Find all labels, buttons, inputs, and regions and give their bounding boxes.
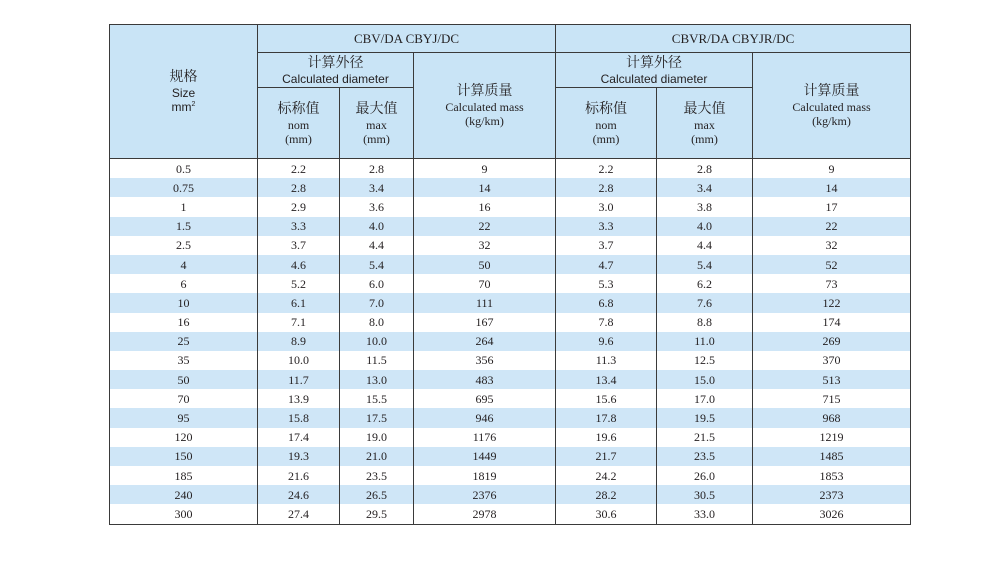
max-cell-a: 6.0 bbox=[340, 274, 414, 293]
table-row bbox=[110, 332, 911, 351]
mass-en: Calculated mass bbox=[445, 100, 524, 114]
mass-cell-a: 695 bbox=[414, 389, 556, 408]
size-cell: 0.75 bbox=[110, 178, 258, 197]
nom-cell-a: 15.8 bbox=[258, 408, 340, 427]
size-cell: 35 bbox=[110, 351, 258, 370]
mass-cell-b: 17 bbox=[753, 197, 911, 216]
mass-cell-b: 9 bbox=[753, 159, 911, 179]
nom-cell-b: 17.8 bbox=[556, 408, 657, 427]
max-header-left bbox=[340, 88, 414, 159]
max-cell-a: 29.5 bbox=[340, 504, 414, 524]
max-cell-b: 23.5 bbox=[657, 447, 753, 466]
nom-cell-a: 27.4 bbox=[258, 504, 340, 524]
mass-cell-a: 111 bbox=[414, 293, 556, 312]
diameter-en: Calculated diameter bbox=[282, 71, 389, 86]
nom-en: nom bbox=[595, 117, 617, 132]
nom-header-left bbox=[258, 88, 340, 159]
mass-header-left bbox=[414, 53, 556, 159]
table-row bbox=[110, 485, 911, 504]
nom-cell-b: 3.3 bbox=[556, 217, 657, 236]
max-cell-b: 26.0 bbox=[657, 466, 753, 485]
nom-cell-b: 2.8 bbox=[556, 178, 657, 197]
mass-zh: 计算质量 bbox=[803, 83, 860, 99]
mass-cell-a: 1819 bbox=[414, 466, 556, 485]
max-cell-b: 12.5 bbox=[657, 351, 753, 370]
size-cell: 1 bbox=[110, 197, 258, 216]
table-row bbox=[110, 313, 911, 332]
mass-cell-b: 1219 bbox=[753, 428, 911, 447]
max-cell-a: 13.0 bbox=[340, 370, 414, 389]
table-row bbox=[110, 159, 911, 179]
max-cell-a: 7.0 bbox=[340, 293, 414, 312]
diameter-en: Calculated diameter bbox=[600, 71, 708, 86]
table-row bbox=[110, 408, 911, 427]
nom-cell-b: 9.6 bbox=[556, 332, 657, 351]
table-row bbox=[110, 428, 911, 447]
mass-en: Calculated mass bbox=[792, 100, 871, 114]
mass-cell-a: 32 bbox=[414, 236, 556, 255]
mass-cell-b: 968 bbox=[753, 408, 911, 427]
mass-cell-a: 2978 bbox=[414, 504, 556, 524]
max-zh: 最大值 bbox=[683, 100, 726, 117]
mass-cell-b: 2373 bbox=[753, 485, 911, 504]
table-row bbox=[110, 389, 911, 408]
mass-cell-b: 52 bbox=[753, 255, 911, 274]
max-cell-a: 23.5 bbox=[340, 466, 414, 485]
table-row bbox=[110, 504, 911, 524]
mass-cell-b: 513 bbox=[753, 370, 911, 389]
diameter-header-left bbox=[258, 53, 414, 88]
max-cell-b: 7.6 bbox=[657, 293, 753, 312]
max-cell-a: 8.0 bbox=[340, 313, 414, 332]
mass-cell-b: 715 bbox=[753, 389, 911, 408]
size-cell: 10 bbox=[110, 293, 258, 312]
max-cell-b: 11.0 bbox=[657, 332, 753, 351]
max-cell-b: 4.4 bbox=[657, 236, 753, 255]
table-row bbox=[110, 255, 911, 274]
max-en: max bbox=[694, 117, 715, 132]
nom-cell-a: 4.6 bbox=[258, 255, 340, 274]
max-cell-a: 19.0 bbox=[340, 428, 414, 447]
size-header-zh: 规格 bbox=[169, 69, 198, 85]
nom-unit: (mm) bbox=[285, 131, 312, 146]
table-row bbox=[110, 236, 911, 255]
mass-cell-a: 356 bbox=[414, 351, 556, 370]
size-cell: 120 bbox=[110, 428, 258, 447]
table-row bbox=[110, 351, 911, 370]
max-cell-b: 8.8 bbox=[657, 313, 753, 332]
mass-cell-a: 483 bbox=[414, 370, 556, 389]
mass-unit: (kg/km) bbox=[465, 114, 504, 128]
table-row bbox=[110, 466, 911, 485]
size-cell: 16 bbox=[110, 313, 258, 332]
mass-cell-b: 32 bbox=[753, 236, 911, 255]
mass-cell-a: 1176 bbox=[414, 428, 556, 447]
max-cell-b: 19.5 bbox=[657, 408, 753, 427]
table-row bbox=[110, 447, 911, 466]
nom-cell-b: 19.6 bbox=[556, 428, 657, 447]
mass-cell-b: 1485 bbox=[753, 447, 911, 466]
nom-cell-a: 10.0 bbox=[258, 351, 340, 370]
max-cell-a: 21.0 bbox=[340, 447, 414, 466]
nom-cell-b: 3.0 bbox=[556, 197, 657, 216]
size-header bbox=[110, 25, 258, 159]
table-body bbox=[110, 159, 911, 525]
nom-cell-b: 15.6 bbox=[556, 389, 657, 408]
mass-cell-a: 16 bbox=[414, 197, 556, 216]
nom-cell-a: 13.9 bbox=[258, 389, 340, 408]
size-cell: 95 bbox=[110, 408, 258, 427]
nom-cell-b: 3.7 bbox=[556, 236, 657, 255]
mass-cell-b: 1853 bbox=[753, 466, 911, 485]
nom-cell-a: 2.8 bbox=[258, 178, 340, 197]
nom-cell-a: 6.1 bbox=[258, 293, 340, 312]
max-cell-a: 2.8 bbox=[340, 159, 414, 179]
size-cell: 150 bbox=[110, 447, 258, 466]
size-cell: 300 bbox=[110, 504, 258, 524]
max-cell-b: 6.2 bbox=[657, 274, 753, 293]
nom-cell-b: 4.7 bbox=[556, 255, 657, 274]
max-unit: (mm) bbox=[691, 131, 718, 146]
nom-cell-a: 7.1 bbox=[258, 313, 340, 332]
size-cell: 70 bbox=[110, 389, 258, 408]
nom-unit: (mm) bbox=[592, 131, 620, 146]
mass-cell-a: 264 bbox=[414, 332, 556, 351]
table-row bbox=[110, 178, 911, 197]
nom-cell-a: 3.7 bbox=[258, 236, 340, 255]
nom-cell-a: 3.3 bbox=[258, 217, 340, 236]
max-header-right bbox=[657, 88, 753, 159]
nom-cell-b: 6.8 bbox=[556, 293, 657, 312]
nom-cell-a: 5.2 bbox=[258, 274, 340, 293]
max-cell-a: 10.0 bbox=[340, 332, 414, 351]
max-unit: (mm) bbox=[363, 131, 390, 146]
max-cell-b: 30.5 bbox=[657, 485, 753, 504]
table-row bbox=[110, 274, 911, 293]
nom-cell-a: 2.2 bbox=[258, 159, 340, 179]
nom-zh: 标称值 bbox=[277, 100, 320, 117]
nom-cell-a: 17.4 bbox=[258, 428, 340, 447]
diameter-zh: 计算外径 bbox=[626, 54, 682, 71]
mass-cell-b: 3026 bbox=[753, 504, 911, 524]
max-cell-b: 33.0 bbox=[657, 504, 753, 524]
mass-zh: 计算质量 bbox=[456, 83, 513, 99]
max-cell-a: 26.5 bbox=[340, 485, 414, 504]
max-cell-a: 15.5 bbox=[340, 389, 414, 408]
max-cell-a: 3.4 bbox=[340, 178, 414, 197]
max-cell-b: 3.4 bbox=[657, 178, 753, 197]
size-cell: 0.5 bbox=[110, 159, 258, 179]
size-cell: 240 bbox=[110, 485, 258, 504]
mass-cell-a: 50 bbox=[414, 255, 556, 274]
table-row bbox=[110, 293, 911, 312]
max-cell-a: 3.6 bbox=[340, 197, 414, 216]
mass-cell-a: 14 bbox=[414, 178, 556, 197]
cable-spec-table bbox=[109, 24, 911, 525]
mass-cell-a: 167 bbox=[414, 313, 556, 332]
nom-cell-b: 28.2 bbox=[556, 485, 657, 504]
max-cell-a: 4.0 bbox=[340, 217, 414, 236]
size-cell: 1.5 bbox=[110, 217, 258, 236]
group-header-cbv: CBV/DA CBYJ/DC bbox=[258, 25, 556, 53]
nom-cell-b: 24.2 bbox=[556, 466, 657, 485]
max-cell-b: 15.0 bbox=[657, 370, 753, 389]
mass-cell-b: 73 bbox=[753, 274, 911, 293]
mass-cell-a: 2376 bbox=[414, 485, 556, 504]
max-cell-a: 17.5 bbox=[340, 408, 414, 427]
mass-cell-b: 370 bbox=[753, 351, 911, 370]
size-cell: 4 bbox=[110, 255, 258, 274]
nom-cell-b: 13.4 bbox=[556, 370, 657, 389]
size-header-en: Size bbox=[171, 86, 196, 100]
mass-unit: (kg/km) bbox=[812, 114, 851, 128]
group-header-cbvr: CBVR/DA CBYJR/DC bbox=[556, 25, 911, 53]
mass-cell-a: 9 bbox=[414, 159, 556, 179]
mass-cell-b: 14 bbox=[753, 178, 911, 197]
nom-cell-b: 21.7 bbox=[556, 447, 657, 466]
mass-cell-a: 946 bbox=[414, 408, 556, 427]
nom-cell-b: 2.2 bbox=[556, 159, 657, 179]
max-en: max bbox=[366, 117, 387, 132]
max-cell-b: 21.5 bbox=[657, 428, 753, 447]
size-cell: 185 bbox=[110, 466, 258, 485]
max-zh: 最大值 bbox=[355, 100, 398, 117]
nom-cell-a: 21.6 bbox=[258, 466, 340, 485]
nom-cell-a: 11.7 bbox=[258, 370, 340, 389]
nom-cell-b: 7.8 bbox=[556, 313, 657, 332]
mass-cell-b: 174 bbox=[753, 313, 911, 332]
nom-cell-b: 5.3 bbox=[556, 274, 657, 293]
max-cell-b: 4.0 bbox=[657, 217, 753, 236]
table-row bbox=[110, 370, 911, 389]
size-header-unit: $mm^2$ bbox=[171, 100, 196, 114]
nom-cell-b: 11.3 bbox=[556, 351, 657, 370]
max-cell-b: 3.8 bbox=[657, 197, 753, 216]
nom-cell-a: 24.6 bbox=[258, 485, 340, 504]
nom-cell-a: 19.3 bbox=[258, 447, 340, 466]
max-cell-b: 17.0 bbox=[657, 389, 753, 408]
max-cell-a: 4.4 bbox=[340, 236, 414, 255]
mass-cell-b: 269 bbox=[753, 332, 911, 351]
mass-header-right bbox=[753, 53, 911, 159]
table-row bbox=[110, 217, 911, 236]
nom-cell-a: 8.9 bbox=[258, 332, 340, 351]
size-cell: 50 bbox=[110, 370, 258, 389]
table-row bbox=[110, 197, 911, 216]
nom-zh: 标称值 bbox=[585, 100, 627, 117]
nom-en: nom bbox=[287, 117, 310, 132]
mass-cell-b: 122 bbox=[753, 293, 911, 312]
max-cell-a: 11.5 bbox=[340, 351, 414, 370]
nom-cell-a: 2.9 bbox=[258, 197, 340, 216]
mass-cell-b: 22 bbox=[753, 217, 911, 236]
max-cell-a: 5.4 bbox=[340, 255, 414, 274]
diameter-zh: 计算外径 bbox=[307, 54, 364, 71]
nom-cell-b: 30.6 bbox=[556, 504, 657, 524]
mass-cell-a: 1449 bbox=[414, 447, 556, 466]
size-cell: 6 bbox=[110, 274, 258, 293]
size-cell: 25 bbox=[110, 332, 258, 351]
nom-header-right bbox=[556, 88, 657, 159]
diameter-header-right bbox=[556, 53, 753, 88]
max-cell-b: 2.8 bbox=[657, 159, 753, 179]
mass-cell-a: 70 bbox=[414, 274, 556, 293]
max-cell-b: 5.4 bbox=[657, 255, 753, 274]
size-cell: 2.5 bbox=[110, 236, 258, 255]
mass-cell-a: 22 bbox=[414, 217, 556, 236]
